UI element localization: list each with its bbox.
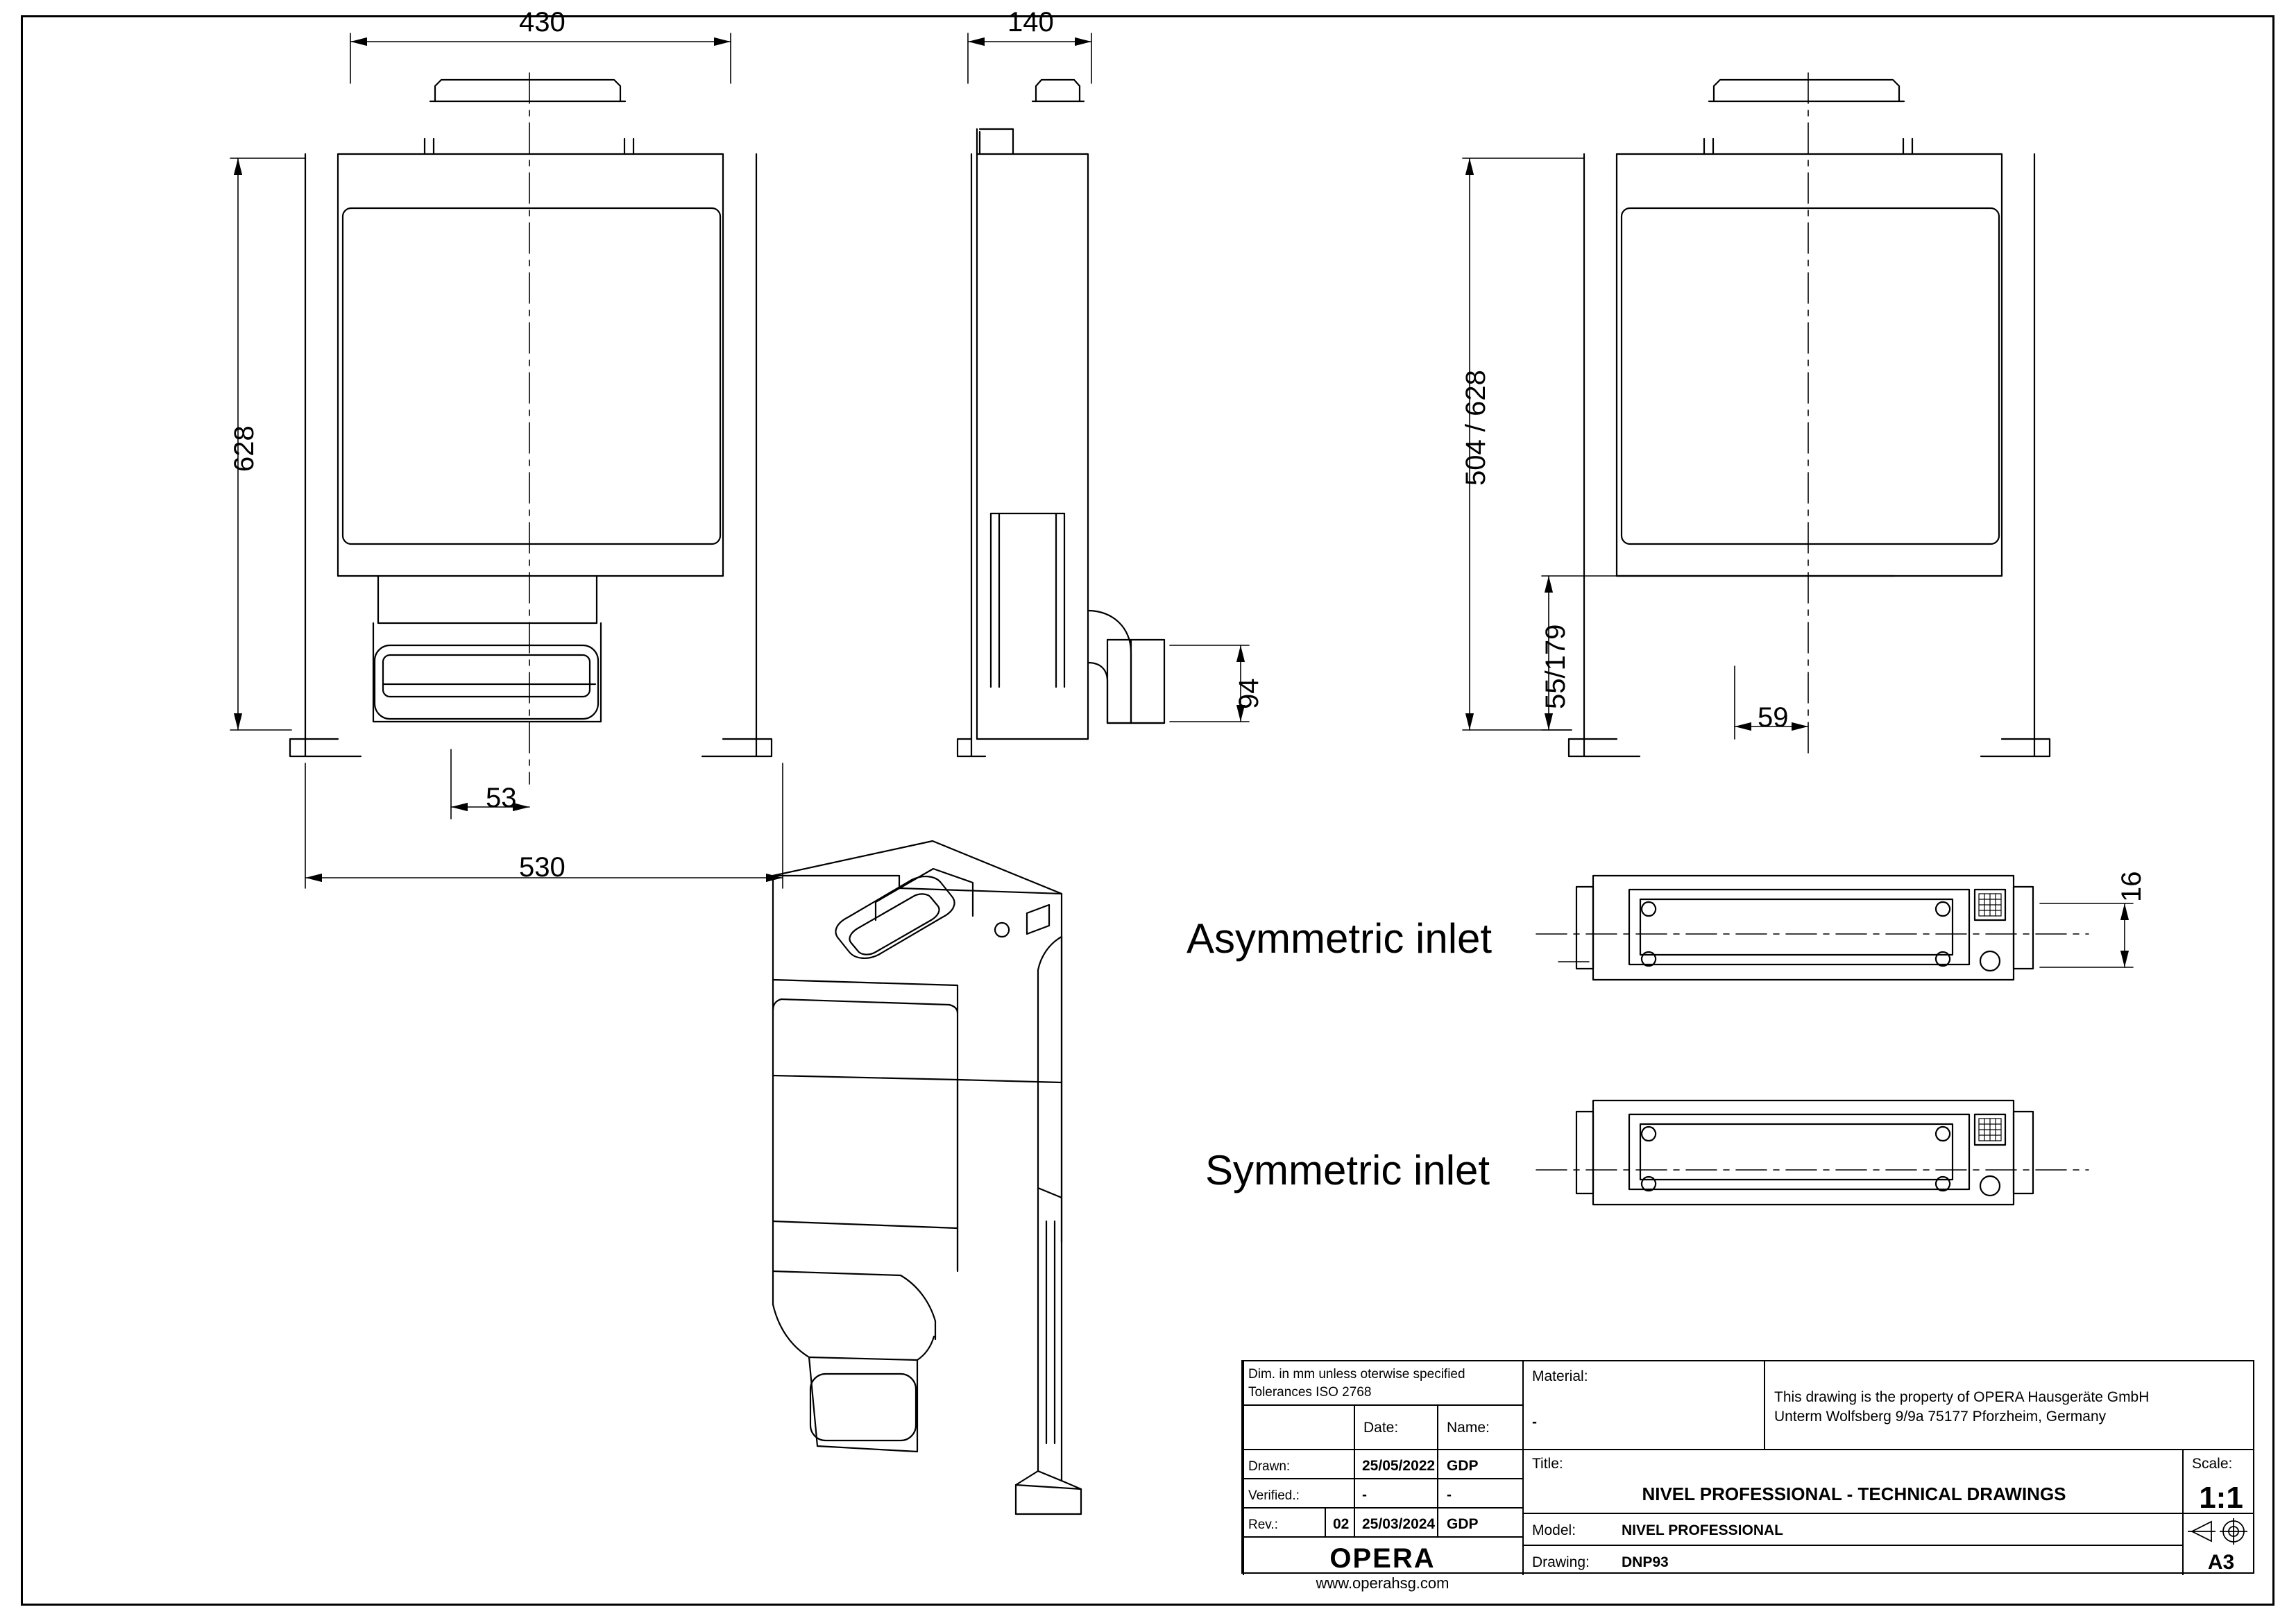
row-label-drawn: Drawn: — [1248, 1459, 1291, 1474]
row-rev-number: 02 — [1333, 1516, 1350, 1532]
dim-label-55-179: 55/179 — [1540, 624, 1571, 709]
title-block — [1241, 1360, 2254, 1592]
ownership-line1: This drawing is the property of OPERA Hausgeräte GmbH — [1774, 1389, 2150, 1405]
mesh-hatch — [1979, 894, 2001, 1141]
row-date-rev: 25/03/2024 — [1362, 1516, 1436, 1532]
tb-divider — [1437, 1404, 1438, 1536]
drawing-label: Drawing: — [1532, 1554, 1590, 1570]
asymmetric-inlet-geometry — [1576, 876, 2033, 980]
dim-label-53: 53 — [486, 783, 517, 813]
row-name-rev: GDP — [1447, 1516, 1479, 1532]
tb-divider — [1243, 1404, 1522, 1406]
dim-label-140: 140 — [1007, 7, 1054, 37]
tb-divider — [1764, 1361, 1765, 1449]
tb-divider — [1522, 1513, 2182, 1514]
model-label: Model: — [1532, 1522, 1576, 1538]
dim-140 — [968, 33, 1091, 83]
tolerance-note-line1: Dim. in mm unless oterwise specified — [1248, 1367, 1465, 1382]
opera-logo-name: OPERA — [1329, 1543, 1436, 1574]
side-view-geometry — [958, 80, 1164, 756]
tb-divider — [1522, 1545, 2182, 1546]
tb-divider — [1354, 1404, 1355, 1536]
drawing-value: DNP93 — [1622, 1554, 1669, 1570]
dim-16 — [2040, 903, 2133, 967]
title-label: Title: — [1532, 1456, 1563, 1472]
dim-label-530: 530 — [519, 852, 566, 883]
material-value: - — [1532, 1414, 1537, 1430]
dim-label-628: 628 — [229, 425, 260, 472]
rear-view-geometry — [1569, 80, 2050, 756]
row-date-drawn: 25/05/2022 — [1362, 1458, 1436, 1474]
col-header-name: Name: — [1447, 1420, 1490, 1436]
tb-divider — [1243, 1478, 1522, 1479]
isometric-view-geometry — [773, 841, 1081, 1514]
dim-label-16: 16 — [2116, 871, 2147, 902]
asymmetric-inlet-label: Asymmetric inlet — [1187, 915, 1493, 962]
row-label-verified: Verified.: — [1248, 1488, 1300, 1503]
tb-divider — [1522, 1361, 1524, 1449]
tb-divider — [1522, 1449, 1524, 1575]
tolerance-note-line2: Tolerances ISO 2768 — [1248, 1385, 1372, 1400]
material-label: Material: — [1532, 1368, 1588, 1384]
sheet-format-value: A3 — [2207, 1551, 2235, 1574]
model-value: NIVEL PROFESSIONAL — [1622, 1522, 1783, 1538]
tb-divider — [1325, 1507, 1326, 1536]
row-name-drawn: GDP — [1447, 1458, 1479, 1474]
title-value: NIVEL PROFESSIONAL - TECHNICAL DRAWINGS — [1642, 1484, 2066, 1504]
dim-430 — [350, 33, 731, 83]
tb-divider — [1243, 1449, 2254, 1450]
opera-logo — [1243, 1543, 1522, 1592]
dim-label-504-628: 504 / 628 — [1461, 370, 1491, 486]
tb-divider — [1243, 1536, 1522, 1538]
scale-label: Scale: — [2192, 1456, 2233, 1472]
front-view-geometry — [290, 80, 772, 756]
ownership-line2: Unterm Wolfsberg 9/9a 75177 Pforzheim, Germany — [1774, 1409, 2107, 1425]
dim-label-94: 94 — [1234, 678, 1264, 709]
row-label-rev: Rev.: — [1248, 1518, 1278, 1532]
symmetric-inlet-label: Symmetric inlet — [1205, 1147, 1490, 1193]
row-date-verified: - — [1362, 1487, 1367, 1503]
row-name-verified: - — [1447, 1487, 1452, 1503]
dim-label-59: 59 — [1758, 702, 1789, 733]
col-header-date: Date: — [1363, 1420, 1399, 1436]
opera-logo-url: www.operahsg.com — [1316, 1574, 1449, 1592]
dim-label-430: 430 — [519, 7, 566, 37]
symmetric-inlet-geometry — [1576, 1101, 2033, 1205]
scale-value: 1:1 — [2199, 1481, 2243, 1515]
tb-divider — [2182, 1449, 2184, 1575]
tb-divider — [1243, 1507, 1522, 1509]
first-angle-projection-symbol — [2185, 1515, 2254, 1547]
